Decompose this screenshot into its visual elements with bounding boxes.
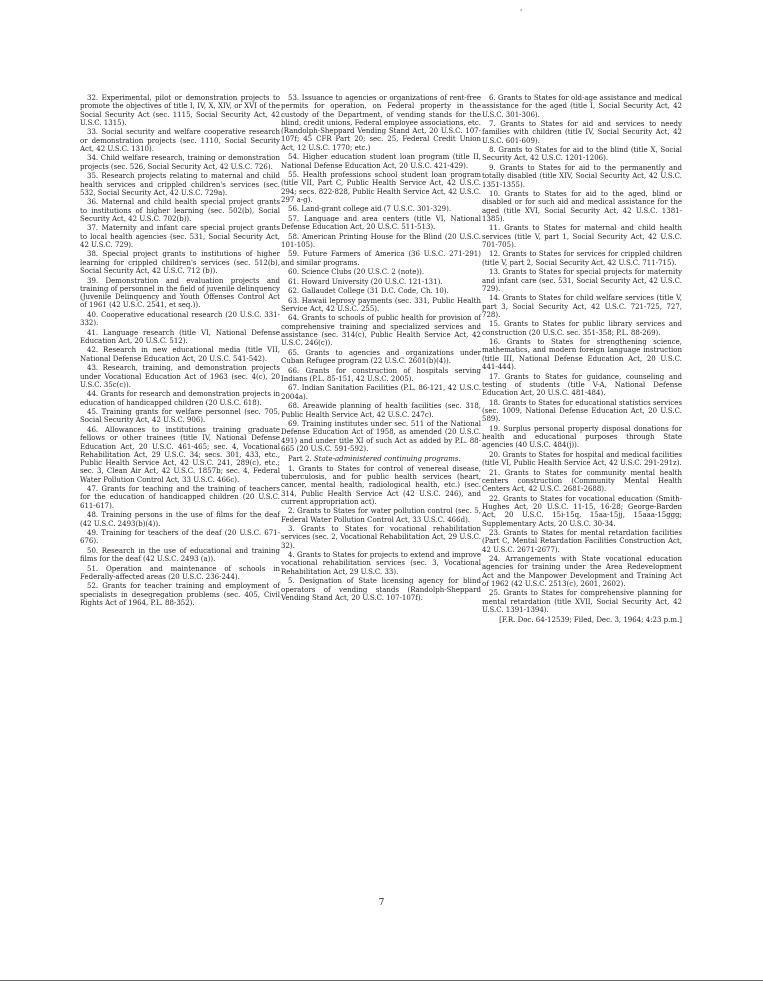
list-item: 65. Grants to agencies and organizations under Cuban Refugee program (22 U.S.C. 2601(b)(4)). [281, 348, 481, 366]
list-item: 57. Language and area centers (title VI, National Defense Education Act, 20 U.S.C. 511-513). [281, 214, 481, 232]
list-item: 40. Cooperative educational research (20 U.S.C. 331-332). [80, 310, 280, 328]
column-2-list-b [281, 465, 481, 603]
list-item: 22. Grants to States for vocational education (Smith-Hughes Act, 20 U.S.C. 11-15, 16-28; George-Barden Act, 20 U.S.C. 15i-15q, 15aa-15jj, 15aaa-15ggg; Supplementary Acts, 20 U.S.C. 30-34. [482, 494, 682, 528]
list-item: 42. Research in new educational media (title VII, National Defense Education Act, 20 U.S.C. 541-542). [80, 346, 280, 363]
part-2-lead: Part 2. [288, 455, 312, 464]
list-item: 35. Research projects relating to maternal and child health services and crippled children's services (sec. 532, Social Security Act, 42 U.S.C. 729a). [80, 172, 280, 197]
list-item: 55. Health professions school student loan program (title VII, Part C, Public Health Service Act, 42 U.S.C. 294; secs. 822-828, Public Health Service Act, 42 U.S.C. 297 a-g). [281, 171, 481, 204]
list-item: 53. Issuance to agencies or organizations of rent-free permits for operation, on Federal property in the custody of the Department, of vending stands for the blind, credit unions, Federal employee associations, etc. (Randolph-Sheppard Vending Stand Act, 20 U.S.C. 107-107f; 45 CFR Part 20; sec. 25, Federal Credit Union Act, 12 U.S.C. 1770; etc.) [281, 94, 481, 152]
list-item: 34. Child welfare research, training or demonstration projects (sec. 526, Social Security Act, 42 U.S.C. 726). [80, 154, 280, 171]
list-item: 3. Grants to States for vocational rehabilitation services (sec. 2, Vocational Rehabilitation Act, 29 U.S.C. 32). [281, 525, 481, 550]
list-item: 1. Grants to States for control of venereal disease, tuberculosis, and for public health services (heart, cancer, mental health, radiological health, etc.) (sec. 314, Public Health Service Act (42 U.S.C. 246), and current appropriation act). [281, 464, 481, 506]
list-item: 8. Grants to States for aid to the blind (title X, Social Security Act, 42 U.S.C. 1201-1206). [482, 146, 682, 163]
list-item: 38. Special project grants to institutions of higher learning for crippled children's services (sec. 512(b), Social Security Act, 42 U.S.C. 712 (b)). [80, 250, 280, 276]
list-item: 67. Indian Sanitation Facilities (P.L. 86-121, 42 U.S.C. 2004a). [281, 384, 481, 401]
column-3 [482, 94, 682, 625]
list-item: 12. Grants to States for services for crippled children (title V, part 2, Social Security Act, 42 U.S.C. 711-715). [482, 250, 682, 267]
filing-signature: [F.R. Doc. 64-12539; Filed, Dec. 3, 1964; 4:23 p.m.] [499, 615, 682, 624]
list-item: 43. Research, training, and demonstration projects under Vocational Education Act of 1963 (sec. 4(c), 20 U.S.C. 35c(c)). [80, 364, 280, 389]
list-item: 18. Grants to States for educational statistics services (sec. 1009, National Defense Education Act, 20 U.S.C. 589). [482, 398, 682, 424]
list-item: 52. Grants for teacher training and employment of specialists in desegregation problems (sec. 405, Civil Rights Act of 1964, P.L. 88-352). [80, 582, 280, 607]
list-item: 60. Science Clubs (20 U.S.C. 2 (note)). [288, 268, 425, 277]
list-item: 58. American Printing House for the Blind (20 U.S.C. 101-105). [281, 232, 481, 249]
list-item: 6. Grants to States for old-age assistance and medical assistance for the aged (title I, Social Security Act, 42 U.S.C. 301-306). [482, 94, 682, 119]
list-item: 4. Grants to States for projects to extend and improve vocational rehabilitation services (sec. 3, Vocational Rehabilitation Act, 29 U.S.C. 33). [281, 551, 481, 576]
list-item: 7. Grants to States for aid and services to needy families with children (title IV, Social Security Act, 42 U.S.C. 601-609). [482, 120, 682, 145]
list-item: 33. Social security and welfare cooperative research or demonstration projects (sec. 1110, Social Security Act, 42 U.S.C. 1310). [80, 128, 280, 153]
list-item: 63. Hawaii leprosy payments (sec. 331, Public Health Service Act, 42 U.S.C. 255). [281, 296, 481, 313]
list-item: 21. Grants to States for community mental health centers construction (Community Mental Health Centers Act, 42 U.S.C. 2681-2688). [482, 468, 682, 494]
list-item: 68. Areawide planning of health facilities (sec. 318, Public Health Service Act, 42 U.S.C. 247c). [281, 402, 481, 419]
list-item: 69. Training institutes under sec. 511 of the National Defense Education Act of 1958, as amended (20 U.S.C. 491) and under title XI of such Act as added by P.L. 88-665 (20 U.S.C. 591-592). [281, 419, 481, 453]
list-item: 41. Language research (title VI, National Defense Education Act, 20 U.S.C. 512). [80, 328, 280, 345]
column-3-list [482, 94, 682, 614]
list-item: 44. Grants for research and demonstration projects in education of handicapped children (20 U.S.C. 618). [80, 390, 280, 407]
list-item: 19. Surplus personal property disposal donations for health and educational purposes through State agencies (40 U.S.C. 484(j)). [482, 424, 682, 450]
list-item: 2. Grants to States for water pollution control (sec. 5, Federal Water Pollution Control Act, 33 U.S.C. 466d). [281, 507, 481, 524]
list-item: 5. Designation of State licensing agency for blind operators of vending stands (Randolph-Sheppard Vending Stand Act, 20 U.S.C. 107-107f). [281, 577, 481, 602]
list-item: 48. Training persons in the use of films for the deaf (42 U.S.C. 2493(b)(4)). [80, 511, 280, 528]
list-item: 20. Grants to States for hospital and medical facilities (title VI, Public Health Service Act, 42 U.S.C. 291-291z). [482, 450, 682, 468]
list-item: 46. Allowances to institutions training graduate fellows or other trainees (title IV, National Defense Education Act, 20 U.S.C. 461-465; sec. 4, Vocational Rehabilitation Act, 29 U.S.C. 34; secs. 301, 433, etc., Public Health Service Act, 42 U.S.C. 241, 289(c), etc.; sec. 3, Clean Air Act, 42 U.S.C. 1857b; sec. 4, Federal Water Pollution Control Act, 33 U.S.C. 466c). [80, 425, 280, 484]
list-item: 56. Land-grant college aid (7 U.S.C. 301-329). [288, 205, 452, 214]
list-item: 62. Gallaudet College (31 D.C. Code, Ch. 10). [288, 287, 449, 296]
list-item: 9. Grants to States for aid to the permanently and totally disabled (title XIV, Social Security Act, 42 U.S.C. 1351-1355). [482, 163, 682, 189]
list-item: 37. Maternity and infant care special project grants to local health agencies (sec. 531, Social Security Act, 42 U.S.C. 729). [80, 224, 280, 249]
list-item: 23. Grants to States for mental retardation facilities (Part C, Mental Retardation Facilities Construction Act, 42 U.S.C. 2671-2677). [482, 529, 682, 554]
list-item: 14. Grants to States for child welfare services (title V, part 3, Social Security Act, 42 U.S.C. 721-725, 727, 728). [482, 294, 682, 319]
list-item: 47. Grants for teaching and the training of teachers for the education of handicapped children (20 U.S.C. 611-617). [80, 485, 280, 510]
list-item: 66. Grants for construction of hospitals serving Indians (P.L. 85-151, 42 U.S.C. 2005). [281, 366, 481, 383]
part-2-heading [281, 455, 481, 463]
list-item: 49. Training for teachers of the deaf (20 U.S.C. 671-676). [80, 529, 280, 546]
part-2-title: State-administered continuing programs. [313, 455, 461, 464]
bottom-edge-line [0, 980, 763, 981]
page-number: 7 [378, 898, 385, 908]
list-item: 13. Grants to States for special projects for maternity and infant care (sec. 531, Social Security Act, 42 U.S.C. 729). [482, 268, 682, 293]
list-item: 17. Grants to States for guidance, counseling and testing of students (title V-A, National Defense Education Act, 20 U.S.C. 481-484). [482, 372, 682, 398]
column-1 [80, 94, 280, 608]
list-item: 45. Training grants for welfare personnel (sec. 705, Social Security Act, 42 U.S.C. 906). [80, 408, 280, 425]
top-mark: ' [520, 8, 523, 17]
list-item: 32. Experimental, pilot or demonstration projects to promote the objectives of title I, IV, X, XIV, or XVI of the Social Security Act (sec. 1115, Social Security Act, 42 U.S.C. 1315). [80, 94, 280, 127]
list-item: 51. Operation and maintenance of schools in Federally-affected areas (20 U.S.C. 236-244). [80, 564, 280, 581]
list-item: 25. Grants to States for comprehensive planning for mental retardation (title XVII, Social Security Act, 42 U.S.C. 1391-1394). [482, 589, 682, 615]
list-item: 36. Maternal and child health special project grants to institutions of higher learning (sec. 502(b), Social Security Act, 42 U.S.C. 702(b)). [80, 198, 280, 223]
list-item: 15. Grants to States for public library services and construction (20 U.S.C. sec. 351-358; P.L. 88-269). [482, 320, 682, 337]
column-2 [281, 94, 481, 603]
list-item: 16. Grants to States for strengthening science, mathematics, and modern foreign language instruction (title III, National Defense Education Act, 20 U.S.C. 441-444). [482, 338, 682, 372]
list-item: 64. Grants to schools of public health for provision of comprehensive training and specialized services and assistance (sec. 314(c), Public Health Service Act, 42 U.S.C. 246(c)). [281, 314, 481, 348]
column-2-list-a [281, 94, 481, 453]
list-item: 50. Research in the use of educational and training films for the deaf (42 U.S.C. 2493 (a)). [80, 546, 280, 564]
list-item: 59. Future Farmers of America (36 U.S.C. 271-291) and similar programs. [281, 250, 481, 267]
list-item: 24. Arrangements with State vocational education agencies for training under the Area Redevelopment Act and the Manpower Development and Training Act of 1962 (42 U.S.C. 2513(c), 2601, 2602). [482, 555, 682, 588]
list-item: 54. Higher education student loan program (title II, National Defense Education Act, 20 U.S.C. 421-429). [281, 153, 481, 170]
list-item: 11. Grants to States for maternal and child health services (title V, part 1, Social Security Act, 42 U.S.C. 701-705). [482, 224, 682, 249]
list-item: 39. Demonstration and evaluation projects and training of personnel in the field of juvenile delinquency (Juvenile Delinquency and Youth Offenses Control Act of 1961 (42 U.S.C. 2541, et seq.)). [80, 276, 280, 310]
list-item: 10. Grants to States for aid to the aged, blind or disabled or for such aid and medical assistance for the aged (title XVI, Social Security Act, 42 U.S.C. 1381-1385). [482, 190, 682, 223]
list-item: 61. Howard University (20 U.S.C. 121-131). [288, 277, 443, 286]
